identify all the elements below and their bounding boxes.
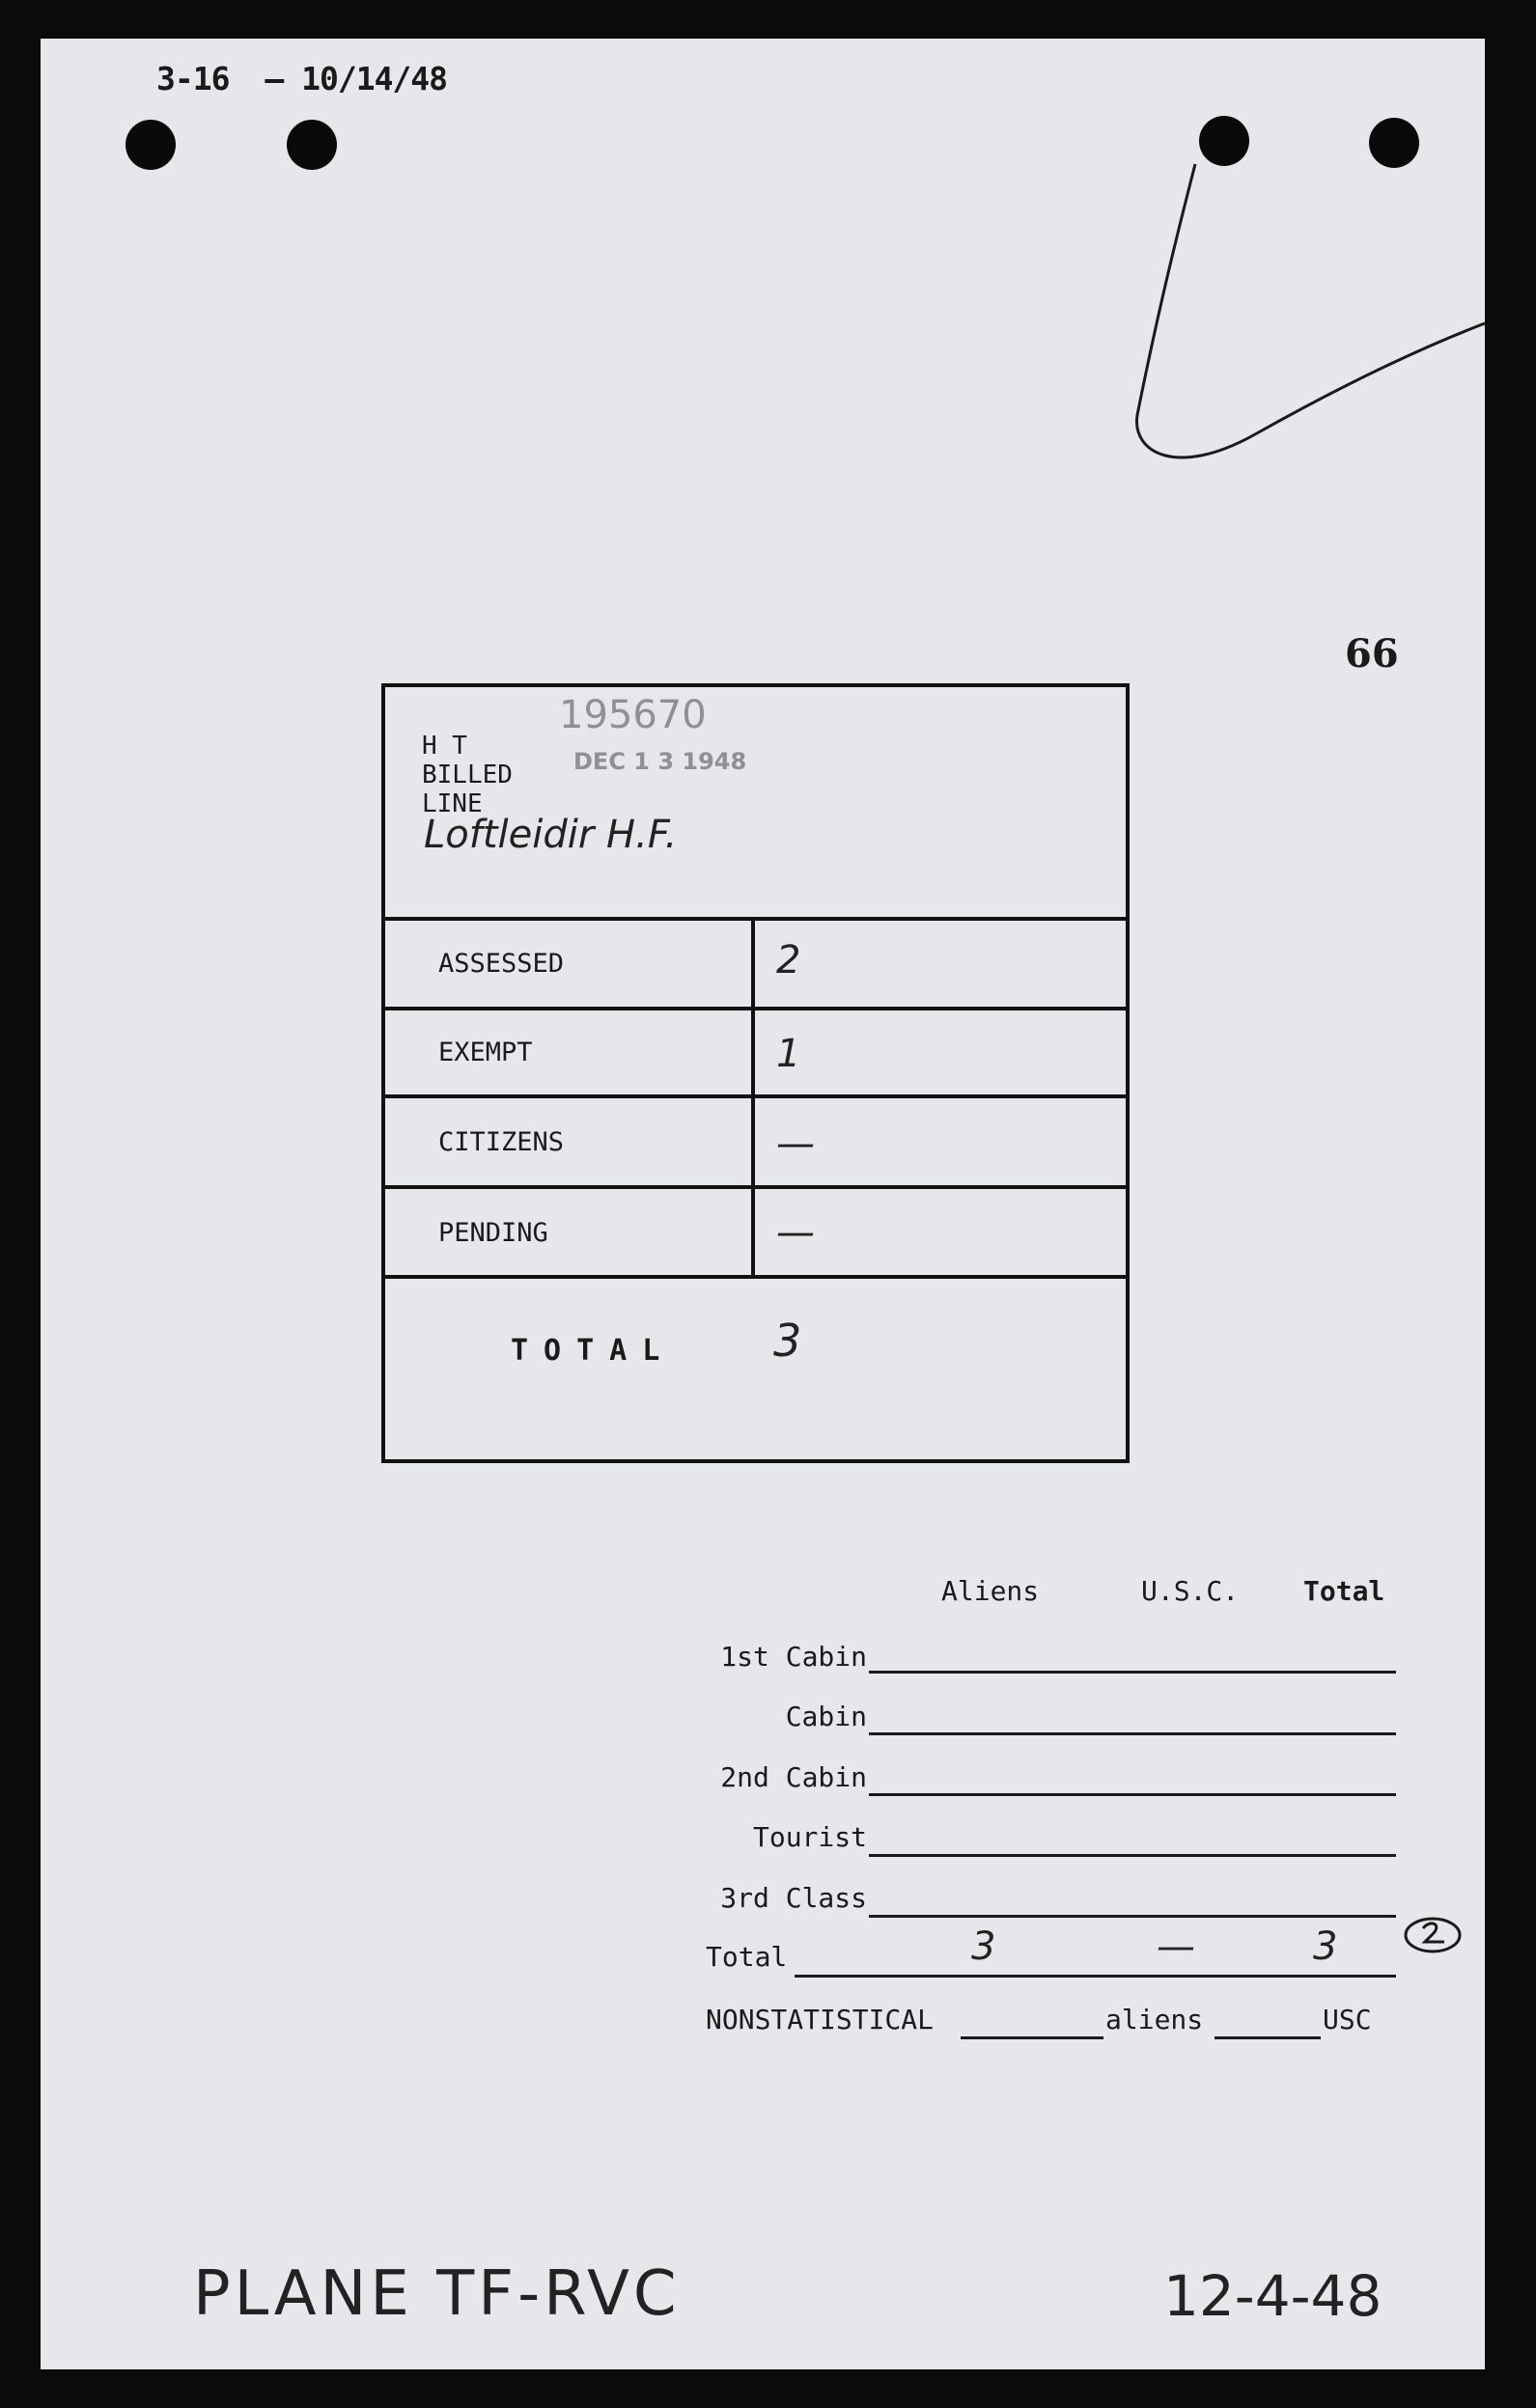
total-total-value: 3 (1313, 1924, 1338, 1969)
row-value: 2 (776, 938, 801, 983)
row-label: EXEMPT (438, 1038, 533, 1067)
row-label: PENDING (438, 1218, 548, 1248)
line-tourist (869, 1854, 1396, 1857)
line-total (795, 1975, 1396, 1978)
line-cabin (869, 1732, 1396, 1735)
class-3rd-class: 3rd Class (720, 1882, 867, 1914)
form-code (156, 60, 447, 97)
handwritten-airline: Loftleidir H.F. (424, 813, 678, 857)
column-aliens: Aliens (941, 1575, 1040, 1607)
stamp-number: 195670 (559, 693, 707, 737)
line-2nd-cabin (869, 1793, 1396, 1796)
nonstat-aliens-label: aliens (1105, 2004, 1204, 2035)
class-tourist: Tourist (752, 1821, 867, 1853)
total-label: TOTAL (511, 1334, 676, 1368)
row-exempt (385, 1010, 1126, 1098)
row-citizens (385, 1098, 1126, 1189)
label-ht: H T (422, 732, 467, 761)
line-3rd-class (869, 1915, 1396, 1918)
punch-hole-1 (126, 120, 176, 170)
line-nonstat-usc (1215, 2036, 1321, 2039)
line-nonstat-aliens (961, 2036, 1103, 2039)
column-divider (751, 917, 755, 1277)
handwritten-plane: PLANE TF-RVC (193, 2258, 681, 2330)
label-line: LINE (422, 789, 483, 818)
stamp-date: DEC 1 3 1948 (573, 748, 747, 775)
billing-header (385, 687, 1126, 921)
circled-2-mark (1398, 1911, 1475, 1959)
handwritten-date: 12-4-48 (1163, 2263, 1382, 2329)
row-label: ASSESSED (438, 949, 565, 979)
nonstat-usc-label: USC (1323, 2004, 1372, 2035)
row-value: — (776, 1121, 815, 1166)
form-code-date: — 10/14/48 (265, 60, 448, 97)
assessment-box (381, 683, 1130, 1463)
class-cabin: Cabin (785, 1701, 867, 1732)
total-usc-value: — (1157, 1924, 1195, 1969)
class-1st-cabin: 1st Cabin (720, 1641, 867, 1673)
row-assessed (385, 917, 1126, 1010)
pen-stroke-curve (1120, 145, 1487, 483)
row-label: CITIZENS (438, 1127, 565, 1157)
row-value: — (776, 1210, 815, 1255)
line-1st-cabin (869, 1671, 1396, 1674)
total-aliens-value: 3 (971, 1924, 996, 1969)
class-2nd-cabin: 2nd Cabin (720, 1761, 867, 1793)
label-billed: BILLED (422, 761, 513, 789)
class-total-label: Total (706, 1941, 788, 1973)
column-total: Total (1303, 1575, 1385, 1607)
column-usc: U.S.C. (1141, 1575, 1240, 1607)
form-code-number: 3-16 (156, 60, 230, 97)
punch-hole-2 (287, 120, 337, 170)
row-value: 1 (776, 1032, 801, 1076)
total-value: 3 (773, 1315, 802, 1367)
nonstatistical-label: NONSTATISTICAL (706, 2004, 935, 2035)
page-number: 66 (1345, 631, 1399, 677)
row-pending (385, 1189, 1126, 1279)
